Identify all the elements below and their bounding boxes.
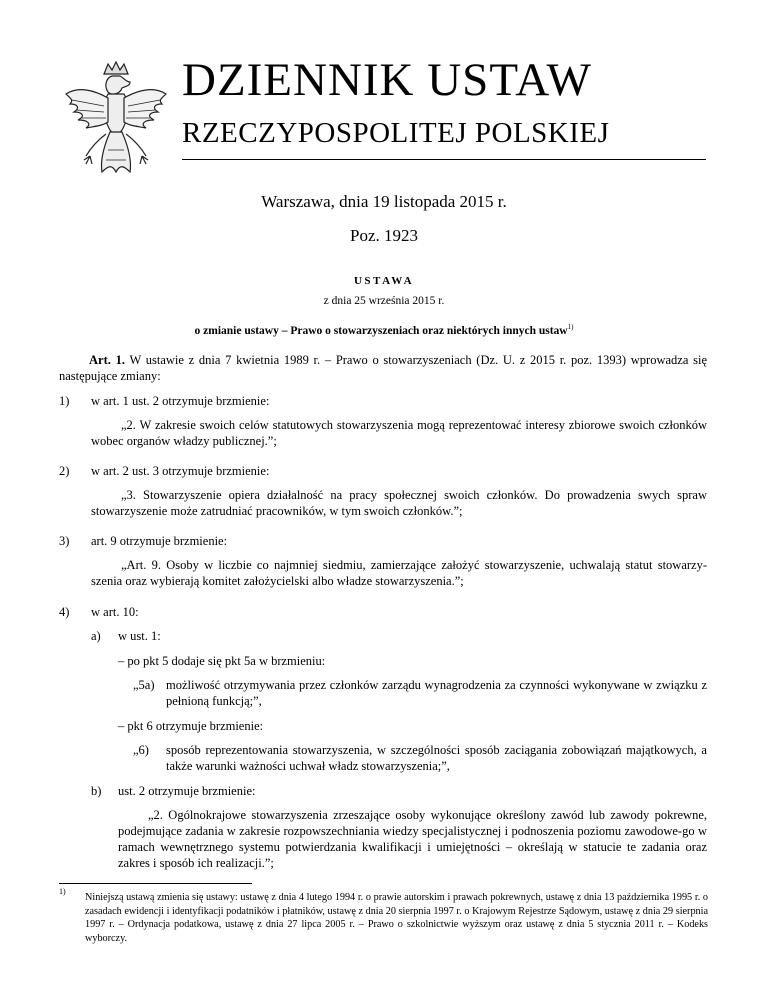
position-number: Poz. 1923 bbox=[350, 226, 418, 245]
act-title bbox=[0, 323, 768, 337]
subitem-letter: a) bbox=[91, 629, 101, 643]
act-date: z dnia 25 września 2015 r. bbox=[323, 295, 445, 307]
amendment-quote: „Art. 9. Osoby w liczbie co najmniej siedmiu, zamierzające założyć stowarzyszenie, uchwalają statut stowarzy-szenia oraz wybierają komitet założycielski albo władze stowarzyszenia.”; bbox=[91, 558, 707, 588]
footnote-text: Niniejszą ustawą zmienia się ustawy: ustawę z dnia 4 lutego 1994 r. o prawie autorskim i prawach pokrewnych, ustawę z dnia 13 października 1995 r. o zasadach ewidencji i identyfikacji podatników i płatników, ustawę z dnia 20 sierpnia 1997 r. o Krajowym Rejestrze Sądowym, ustawę z dnia 29 sierpnia 1997 r. – Ordynacja podatkowa, ustawę z dnia 27 lipca 2005 r. – Prawo o szkolnictwie wyższym oraz ustawę z dnia 5 stycznia 2011 r. – Kodeks wyborczy. bbox=[85, 892, 708, 944]
amendment-quote: „2. W zakresie swoich celów statutowych stowarzyszenia mogą reprezentować interesy zbiorowe swoich członków wobec organów władzy publicznej.”; bbox=[91, 418, 707, 448]
article-1-intro bbox=[59, 352, 707, 384]
item-number: 2) bbox=[59, 464, 70, 478]
dash-item: – pkt 6 otrzymuje brzmienie: bbox=[118, 719, 264, 733]
item-lead: w art. 2 ust. 3 otrzymuje brzmienie: bbox=[91, 464, 270, 478]
amendment-quote: „3. Stowarzyszenie opiera działalność na pracy społecznej swoich członków. Do prowadzenia swych spraw stowarzyszenie może zatrudniać pracowników, w tym swoich członków.”; bbox=[91, 488, 707, 518]
masthead-rule bbox=[182, 159, 706, 160]
dateline: Warszawa, dnia 19 listopada 2015 r. bbox=[261, 192, 507, 211]
item-lead: w art. 1 ust. 2 otrzymuje brzmienie: bbox=[91, 394, 270, 408]
item-number: 3) bbox=[59, 534, 70, 548]
subitem-lead: ust. 2 otrzymuje brzmienie: bbox=[118, 784, 256, 798]
footnote-reference: 1) bbox=[567, 323, 574, 331]
gazette-subtitle: RZECZYPOSPOLITEJ POLSKIEJ bbox=[182, 117, 610, 149]
footnote-separator bbox=[59, 883, 252, 884]
act-type: USTAWA bbox=[353, 275, 415, 287]
subitem-letter: b) bbox=[91, 784, 102, 798]
item-lead: art. 9 otrzymuje brzmienie: bbox=[91, 534, 228, 548]
gazette-title: DZIENNIK USTAW bbox=[182, 54, 592, 106]
subitem-lead: w ust. 1: bbox=[118, 629, 161, 643]
item-lead: w art. 10: bbox=[91, 605, 139, 619]
point-label: „6) bbox=[133, 743, 149, 757]
point-text: możliwość otrzymywania przez członków zarządu wynagrodzenia za czynności wykonywane w związku z pełnioną funkcją;”, bbox=[166, 678, 707, 708]
item-number: 4) bbox=[59, 605, 70, 619]
amendment-quote: „2. Ogólnokrajowe stowarzyszenia zrzeszające osoby wykonujące określony zawód lub zawody pokrewne, podejmujące zadania w zakresie rozpowszechniania wiedzy specjalistycznej i podnoszenia poziomu zawodowe-go w ramach wewnętrznego systemu potwierdzania kwalifikacji i umiejętności – określają w statucie te zadania oraz zakres i sposób ich realizacji.”; bbox=[118, 808, 707, 870]
white-eagle-emblem-icon bbox=[60, 60, 172, 192]
article-intro-text: W ustawie z dnia 7 kwietnia 1989 r. – Prawo o stowarzyszeniach (Dz. U. z 2015 r. poz. 1393) wprowadza się następujące zmiany: bbox=[59, 353, 707, 383]
item-number: 1) bbox=[59, 394, 70, 408]
dash-item: – po pkt 5 dodaje się pkt 5a w brzmieniu: bbox=[118, 654, 326, 668]
article-label: Art. 1. bbox=[89, 353, 125, 367]
point-label: „5a) bbox=[133, 678, 155, 692]
point-text: sposób reprezentowania stowarzyszenia, w szczególności sposób zaciągania zobowiązań majątkowych, a także warunki ważności uchwał władz stowarzyszenia;”, bbox=[166, 743, 707, 773]
footnote-mark: 1) bbox=[59, 887, 66, 896]
act-title-text: o zmianie ustawy – Prawo o stowarzyszeniach oraz niektórych innych ustaw bbox=[194, 325, 568, 337]
